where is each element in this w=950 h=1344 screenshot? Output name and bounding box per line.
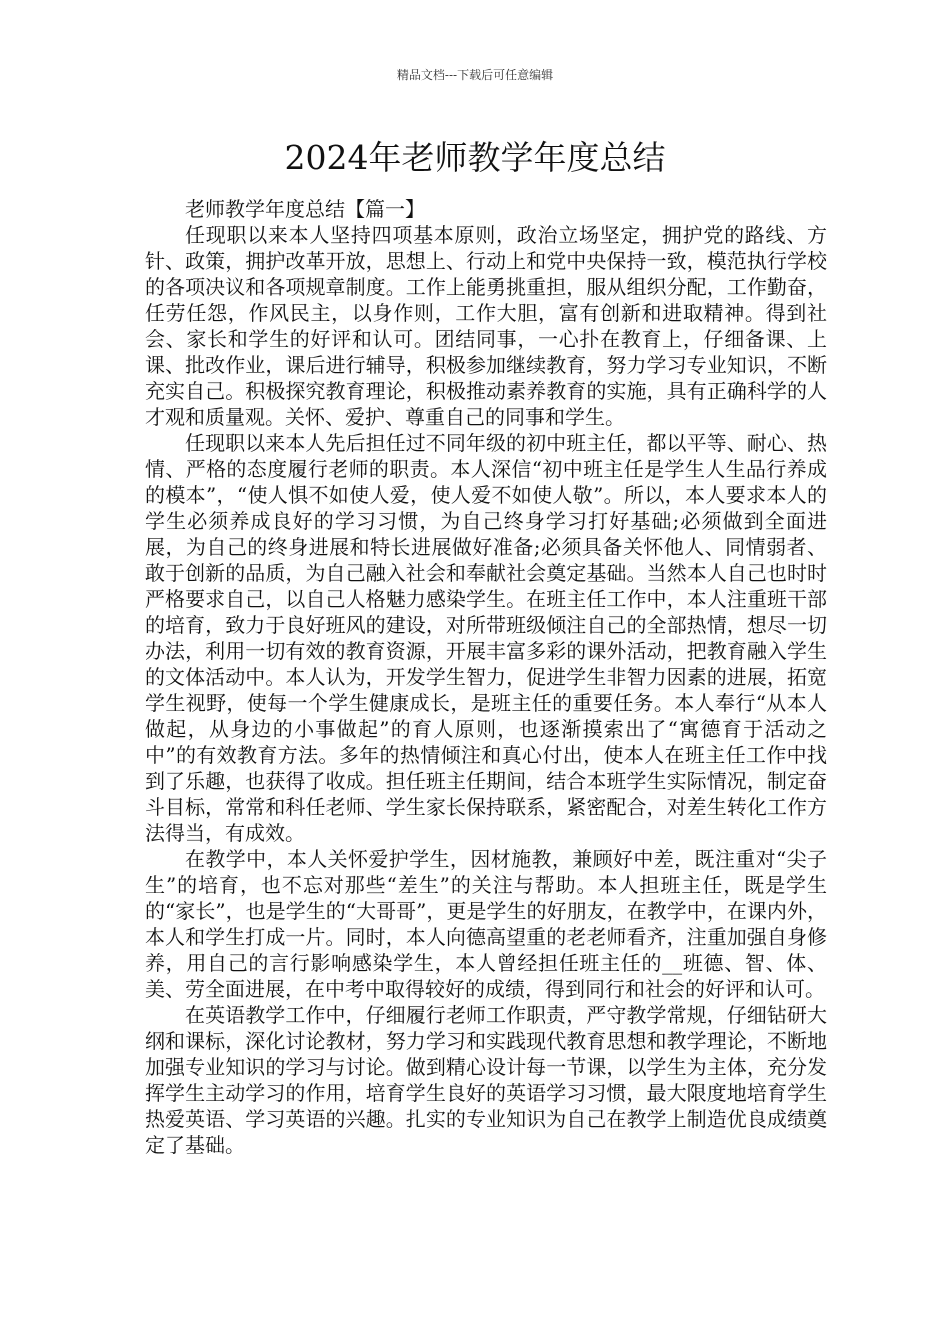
paragraph-1: 任现职以来本人坚持四项基本原则，政治立场坚定，拥护党的路线、方针、政策，拥护改革开放，思想上、行动上和党中央保持一致，模范执行学校的各项决议和各项规章制度。工作上能勇挑重担，服从组织分配，工作勤奋，任劳任怨，作风民主，以身作则，工作大胆，富有创新和进取精神。得到社会、家长和学生的好评和认可。团结同事，一心扑在教育上，仔细备课、上课、批改作业，课后进行辅导，积极参加继续教育，努力学习专业知识，不断充实自己。积极探究教育理论，积极推动素养教育的实施，具有正确科学的人才观和质量观。关怀、爱护、尊重自己的同事和学生。 [145,223,827,429]
paragraph-4: 在英语教学工作中，仔细履行老师工作职责，严守教学常规，仔细钻研大纲和课标，深化讨论教材，努力学习和实践现代教育思想和教学理论，不断地加强专业知识的学习与讨论。做到精心设计每一节课，以学生为主体，充分发挥学生主动学习的作用，培育学生良好的英语学习习惯，最大限度地培育学生热爱英语、学习英语的兴趣。扎实的专业知识为自己在教学上制造优良成绩奠定了基础。 [145,1003,827,1157]
paragraph-3: 在教学中，本人关怀爱护学生，因材施教，兼顾好中差，既注重对“尖子生”的培育，也不忘对那些“差生”的关注与帮助。本人担班主任，既是学生的“家长”，也是学生的“大哥哥”，更是学生的好朋友，在教学中，在课内外，本人和学生打成一片。同时，本人向德高望重的老老师看齐，注重加强自身修养，用自己的言行影响感染学生，本人曾经担任班主任的__班德、智、体、美、劳全面进展，在中考中取得较好的成绩，得到同行和社会的好评和认可。 [145,847,827,1001]
section-heading: 老师教学年度总结【篇一】 [185,197,425,221]
document-body [145,196,827,1158]
document-title: 2024年老师教学年度总结 [284,138,666,177]
paragraph-2: 任现职以来本人先后担任过不同年级的初中班主任，都以平等、耐心、热情、严格的态度履行老师的职责。本人深信“初中班主任是学生人生品行养成的模本”，“使人惧不如使人爱，使人爱不如使人敬”。所以，本人要求本人的学生必须养成良好的学习习惯，为自己终身学习打好基础;必须做到全面进展，为自己的终身进展和特长进展做好准备;必须具备关怀他人、同情弱者、敢于创新的品质，为自己融入社会和奉献社会奠定基础。当然本人自己也时时严格要求自己，以自己人格魅力感染学生。在班主任工作中，本人注重班干部的培育，致力于良好班风的建设，对所带班级倾注自己的全部热情，想尽一切办法，利用一切有效的教育资源，开展丰富多彩的课外活动，把教育融入学生的文体活动中。本人认为，开发学生智力，促进学生非智力因素的进展，拓宽学生视野，使每一个学生健康成长，是班主任的重要任务。本人奉行“从本人做起，从身边的小事做起”的育人原则，也逐渐摸索出了“寓德育于活动之中”的有效教育方法。多年的热情倾注和真心付出，使本人在班主任工作中找到了乐趣，也获得了收成。担任班主任期间，结合本班学生实际情况，制定奋斗目标，常常和科任老师、学生家长保持联系，紧密配合，对差生转化工作方法得当，有成效。 [145,431,827,845]
header-note: 精品文档---下载后可任意编辑 [396,68,554,82]
